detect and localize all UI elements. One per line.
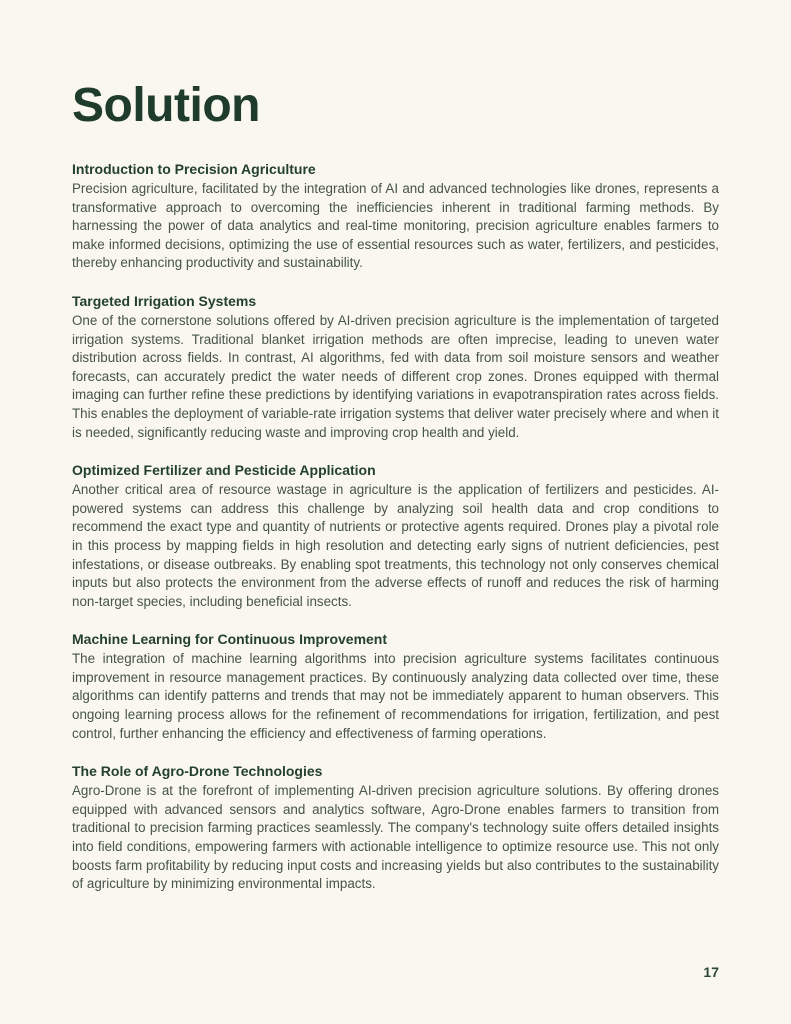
section-heading: Optimized Fertilizer and Pesticide Application (72, 462, 376, 479)
section-body: One of the cornerstone solutions offered by AI-driven precision agriculture is the implementation of targeted irrigation systems. Traditional blanket irrigation methods are often imprecise, leading to uneven water distribution across fields. In contrast, AI algorithms, fed with data from soil moisture sensors and weather forecasts, can accurately predict the water needs of different crop zones. Drones equipped with thermal imaging can further refine these predictions by identifying variations in evapotranspiration rates across fields. This enables the deployment of variable-rate irrigation systems that deliver water precisely where and when it is needed, significantly reducing waste and improving crop health and yield. (72, 312, 719, 440)
section-body: Another critical area of resource wastage in agriculture is the application of fertilizers and pesticides. AI-powered systems can address this challenge by analyzing soil health data and crop conditions to recommend the exact type and quantity of nutrients or protective agents required. Drones play a pivotal role in this process by mapping fields in high resolution and detecting early signs of nutrient deficiencies, pest infestations, or disease outbreaks. By enabling spot treatments, this technology not only conserves chemical inputs but also protects the environment from the adverse effects of runoff and reduces the risk of harming non-target species, including beneficial insects. (72, 482, 719, 609)
section-heading: Machine Learning for Continuous Improvement (72, 631, 388, 648)
section-optimized-fertilizer (72, 461, 719, 611)
section-heading: Introduction to Precision Agriculture (72, 161, 316, 177)
section-introduction (72, 160, 719, 273)
section-heading: Targeted Irrigation Systems (72, 292, 257, 309)
page-number: 17 (703, 964, 719, 980)
page-title: Solution (72, 79, 260, 132)
section-body: The integration of machine learning algorithms into precision agriculture systems facilitates continuous improvement in resource management practices. By continuously analyzing data collected over time, these algorithms can identify patterns and trends that may not be immediately apparent to human observers. This ongoing learning process allows for the refinement of recommendations for irrigation, fertilization, and pest control, further enhancing the efficiency and effectiveness of farming operations. (72, 651, 719, 741)
section-machine-learning (72, 630, 719, 743)
section-agro-drone (72, 762, 719, 894)
section-body: Precision agriculture, facilitated by the integration of AI and advanced technologies like drones, represents a transformative approach to overcoming the inefficiencies inherent in traditional farming methods. By harnessing the power of data analytics and real-time monitoring, precision agriculture enables farmers to make informed decisions, optimizing the use of essential resources such as water, fertilizers, and pesticides, thereby enhancing productivity and sustainability. (72, 181, 719, 271)
section-body: Agro-Drone is at the forefront of implementing AI-driven precision agriculture solutions. By offering drones equipped with advanced sensors and analytics software, Agro-Drone enables farmers to transition from traditional to precision farming practices seamlessly. The company's technology suite offers detailed insights into field conditions, empowering farmers with actionable intelligence to optimize resource use. This not only boosts farm profitability by reducing input costs and increasing yields but also contributes to the sustainability of agriculture by minimizing environmental impacts. (72, 783, 719, 892)
section-targeted-irrigation (72, 292, 719, 442)
section-heading: The Role of Agro-Drone Technologies (72, 763, 323, 780)
